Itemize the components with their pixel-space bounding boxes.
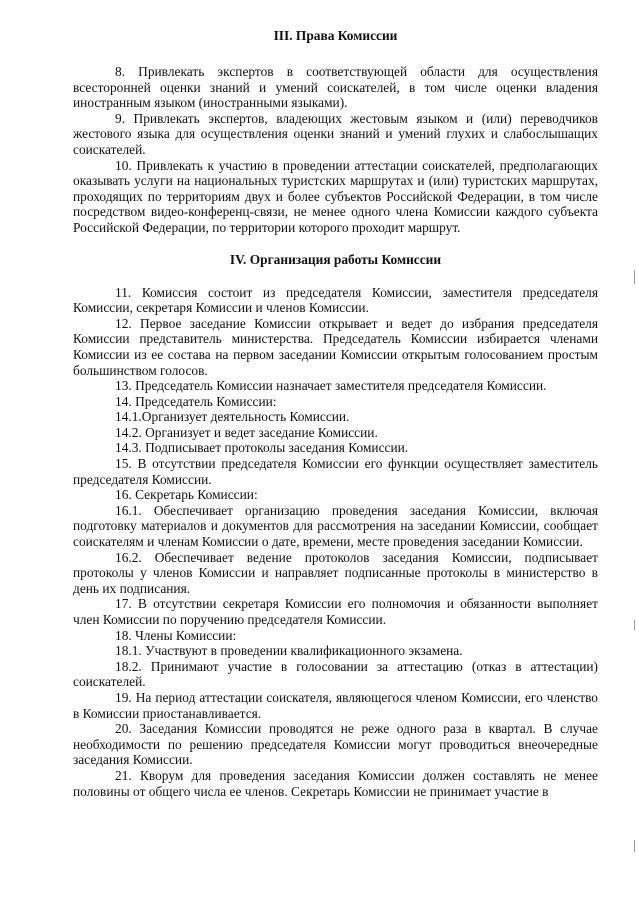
section-title: III. Права Комиссии: [273, 28, 398, 43]
paragraph-11: 11. Комиссия состоит из председателя Комиссии, заместителя председателя Комиссии, секретаря Комиссии и членов Комиссии.: [73, 284, 598, 316]
paragraph-14: 14. Председатель Комиссии:: [115, 393, 277, 409]
paragraph-14-3: 14.3. Подписывает протоколы заседания Комиссии.: [115, 440, 409, 456]
paragraph-20: 20. Заседания Комиссии проводятся не реже одного раза в квартал. В случае необходимости по решению председателя Комиссии могут проводиться внеочередные заседания Комиссии.: [73, 721, 598, 768]
scan-edge-mark: [634, 840, 635, 852]
section-title: IV. Организация работы Комиссии: [229, 251, 442, 267]
paragraph-10: 10. Привлекать к участию в проведении аттестации соискателей, предполагающих оказывать услуги на национальных туристских маршрутах и (или) туристских маршрутах, проходящих по территориям двух и более субъектов Российской Федерации, в том числе посредством видео-конференц-связи, не менее одного члена Комиссии каждого субъекта Российской Федерации, по территории которого проходит маршрут.: [73, 157, 598, 235]
section-organization: [73, 252, 598, 800]
scan-edge-mark: [634, 270, 635, 284]
paragraph-9: 9. Привлекать экспертов, владеющих жестовым языком и (или) переводчиков жестового языка для осуществления оценки знаний и умений глухих и слабослышащих соискателей.: [73, 110, 598, 157]
paragraph-16-2: 16.2. Обеспечивает ведение протоколов заседания Комиссии, подписывает протоколы у членов Комиссии и направляет подписанные протоколы в министерство в день их подписания.: [73, 549, 598, 596]
paragraph-19: 19. На период аттестации соискателя, являющегося членом Комиссии, его членство в Комиссии приостанавливается.: [73, 689, 598, 721]
section-rights: [73, 28, 598, 236]
paragraph-18-2: 18.2. Принимают участие в голосовании за аттестацию (отказ в аттестации) соискателей.: [73, 658, 598, 690]
paragraph-14-2: 14.2. Организует и ведет заседание Комиссии.: [115, 424, 378, 440]
paragraph-18: 18. Члены Комиссии:: [115, 627, 237, 643]
paragraph-16: 16. Секретарь Комиссии:: [115, 487, 258, 503]
paragraph-16-1: 16.1. Обеспечивает организацию проведения заседания Комиссии, включая подготовку материалов и документов для рассмотрения на заседании Комиссии, сообщает соискателям и членам Комиссии о дате, времени, месте проведения заседании Комиссии.: [73, 502, 598, 550]
paragraph-14-1: 14.1.Организует деятельность Комиссии.: [115, 409, 350, 425]
paragraph-15: 15. В отсутствии председателя Комиссии его функции осуществляет заместитель председателя Комиссии.: [73, 456, 598, 487]
paragraph-13: 13. Председатель Комиссии назначает заместителя председателя Комиссии.: [115, 378, 547, 394]
paragraph-17: 17. В отсутствии секретаря Комиссии его полномочия и обязанности выполняет член Комиссии по поручению председателя Комиссии.: [73, 596, 598, 627]
paragraph-21: 21. Кворум для проведения заседания Комиссии должен составлять не менее половины от общего числа ее членов. Секретарь Комиссии не принимает участие в: [73, 767, 598, 799]
paragraph-12: 12. Первое заседание Комиссии открывает и ведет до избрания председателя Комиссии представитель министерства. Председатель Комиссии избирается членами Комиссии из ее состава на первом заседании Комиссии открытым голосованием простым большинством голосов.: [73, 315, 598, 378]
paragraph-18-1: 18.1. Участвуют в проведении квалификационного экзамена.: [115, 643, 463, 659]
paragraph-8: 8. Привлекать экспертов в соответствующей области для осуществления всесторонней оценки знаний и умений соискателей, в том числе оценки владения иностранным языком (иностранными языками).: [73, 64, 598, 111]
scan-edge-mark: [634, 620, 635, 630]
document-page: [73, 28, 598, 799]
